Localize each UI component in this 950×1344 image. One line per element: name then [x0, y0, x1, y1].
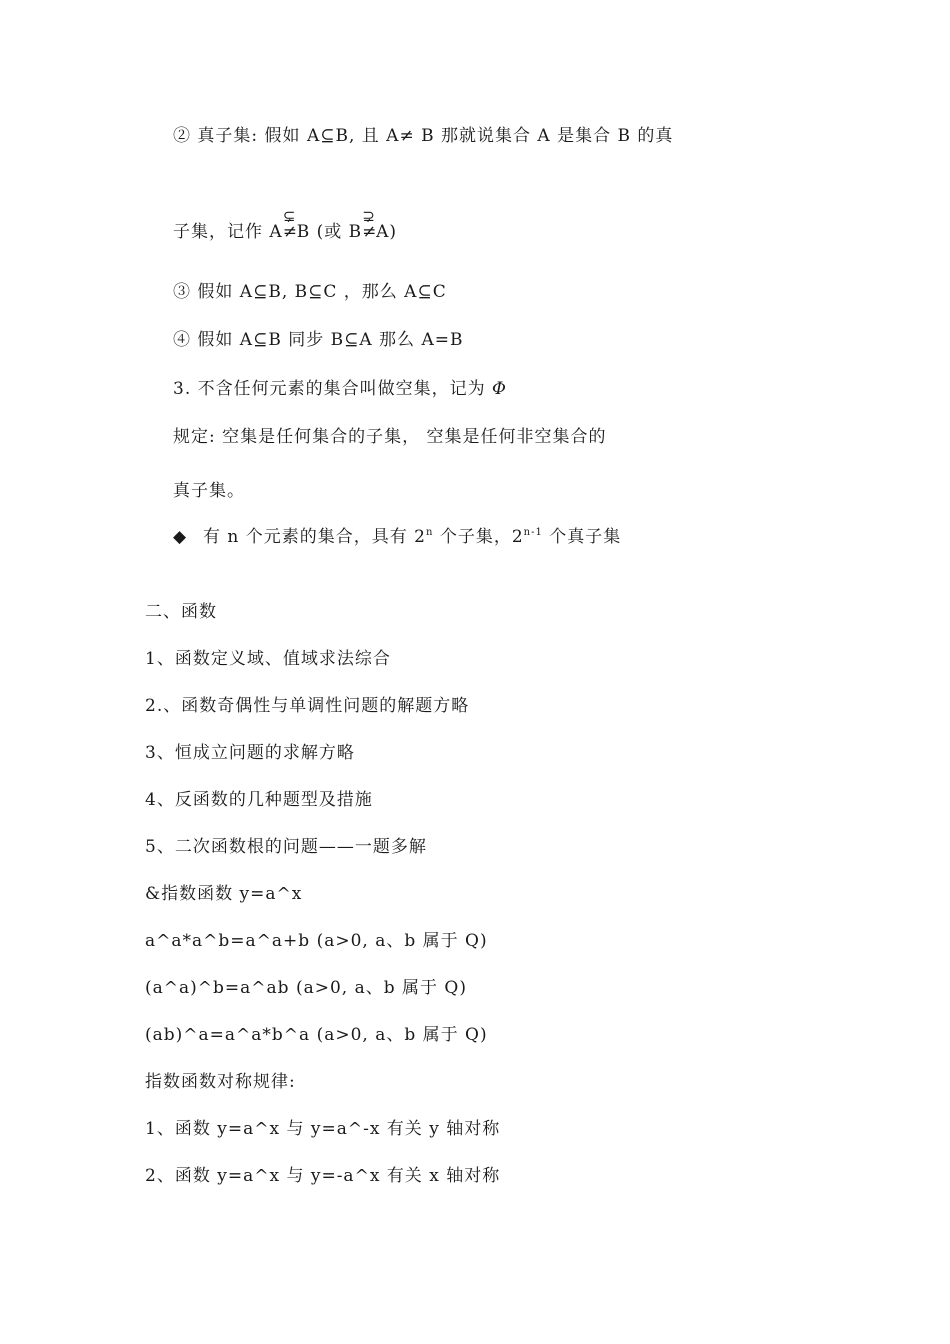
symmetry-rule: 2、函数 y=a^x 与 y=-a^x 有关 x 轴对称	[145, 1166, 501, 1186]
subset-symbol-top: ⊊	[282, 207, 297, 225]
subset-count-exponent: n	[425, 527, 434, 538]
empty-set-symbol: Φ	[492, 379, 507, 399]
set-equality-property: ④ 假如 A⊆B 同步 B⊆A 那么 A=B	[173, 330, 464, 350]
proper-subset-definition: ② 真子集: 假如 A⊆B, 且 A≠ B 那就说集合 A 是集合 B 的真	[173, 126, 674, 146]
function-section-heading: 二、函数	[145, 602, 217, 622]
superset-symbol-top: ⊋	[362, 207, 376, 225]
notation-middle: B (或 B	[296, 222, 363, 242]
empty-set-text: 3. 不含任何元素的集合叫做空集，记为	[173, 379, 493, 399]
subset-count-part2: 个子集，2	[433, 527, 524, 547]
empty-set-rule-continued: 真子集。	[173, 481, 245, 501]
superset-symbol-base: ≠	[362, 222, 378, 242]
subset-symbol-base: ≠	[282, 222, 298, 242]
empty-set-rule: 规定: 空集是任何集合的子集， 空集是任何非空集合的	[173, 427, 607, 447]
symmetry-rule: 1、函数 y=a^x 与 y=a^-x 有关 y 轴对称	[145, 1119, 501, 1139]
symmetry-heading: 指数函数对称规律:	[145, 1072, 296, 1092]
function-topic-item: 5、二次函数根的问题——一题多解	[145, 837, 427, 857]
function-topic-item: 2.、函数奇偶性与单调性问题的解题方略	[145, 696, 470, 716]
function-topic-item: 3、恒成立问题的求解方略	[145, 743, 355, 763]
proper-subset-notation	[173, 207, 398, 243]
function-topic-item: 4、反函数的几种题型及措施	[145, 790, 373, 810]
diamond-bullet-icon: ◆	[173, 527, 188, 547]
empty-set-definition	[173, 378, 507, 400]
function-topic-item: 1、函数定义域、值域求法综合	[145, 649, 391, 669]
notation-prefix: 子集，记作 A	[173, 222, 283, 242]
subset-count-note	[173, 526, 621, 548]
exponent-rule: a^a*a^b=a^a+b (a>0, a、b 属于 Q)	[145, 931, 488, 951]
notation-suffix: A)	[376, 222, 398, 242]
proper-subset-symbol	[282, 207, 298, 243]
exponent-rule: (ab)^a=a^a*b^a (a>0, a、b 属于 Q)	[145, 1025, 488, 1045]
exponential-function-heading: &指数函数 y=a^x	[145, 884, 303, 904]
proper-superset-symbol	[362, 207, 378, 243]
exponent-rule: (a^a)^b=a^ab (a>0, a、b 属于 Q)	[145, 978, 467, 998]
proper-subset-count-exponent: n-1	[523, 527, 543, 538]
transitive-property: ③ 假如 A⊆B, B⊆C ，那么 A⊆C	[173, 282, 447, 302]
subset-count-part1: 有 n 个元素的集合，具有 2	[203, 527, 426, 547]
subset-count-part3: 个真子集	[542, 527, 622, 547]
